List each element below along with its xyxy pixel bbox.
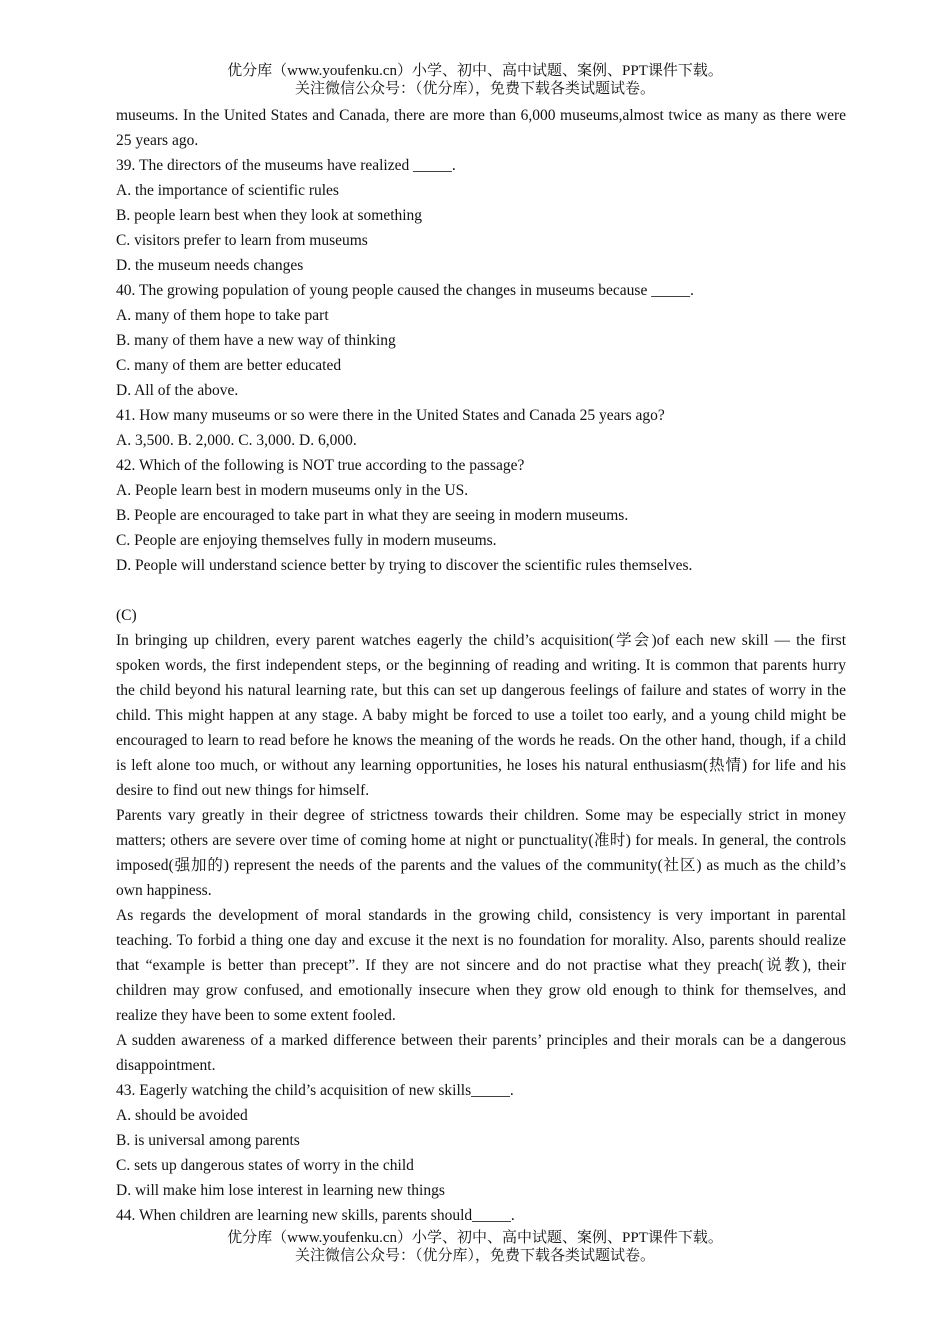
q43-option-c: C. sets up dangerous states of worry in the child: [116, 1157, 414, 1174]
q42-option-b: B. People are encouraged to take part in what they are seeing in modern museums.: [116, 507, 629, 524]
document-body: [116, 103, 846, 1228]
question-42-stem: 42. Which of the following is NOT true according to the passage?: [116, 457, 525, 474]
section-c-label: (C): [116, 607, 137, 624]
spacer: [116, 578, 846, 603]
header-line-1: 优分库（www.youfenku.cn）小学、初中、高中试题、案例、PPT课件下载。: [227, 63, 723, 79]
q42-option-c: C. People are enjoying themselves fully in modern museums.: [116, 532, 497, 549]
q40-option-a: A. many of them hope to take part: [116, 307, 329, 324]
q43-option-d: D. will make him lose interest in learning new things: [116, 1182, 445, 1199]
q43-option-b: B. is universal among parents: [116, 1132, 300, 1149]
question-39-stem: 39. The directors of the museums have realized _____.: [116, 157, 456, 174]
q43-option-a: A. should be avoided: [116, 1107, 248, 1124]
q42-option-d: D. People will understand science better by trying to discover the scientific rules themselves.: [116, 557, 693, 574]
question-40-stem: 40. The growing population of young people caused the changes in museums because _____.: [116, 282, 694, 299]
passage-c-paragraph-4: A sudden awareness of a marked difference between their parents’ principles and their morals can be a dangerous disappointment.: [116, 1032, 846, 1074]
passage-c-paragraph-2: Parents vary greatly in their degree of strictness towards their children. Some may be especially strict in money matters; others are severe over time of coming home at night or punctuality(准时) for meals. In general, the controls imposed(强加的) represent the needs of the parents and the values of the community(社区) as much as the child’s own happiness.: [116, 807, 846, 899]
q39-option-c: C. visitors prefer to learn from museums: [116, 232, 368, 249]
header-line-2: 关注微信公众号：（优分库），免费下载各类试题试卷。: [294, 81, 655, 97]
q40-option-b: B. many of them have a new way of thinking: [116, 332, 396, 349]
q41-options: A. 3,500. B. 2,000. C. 3,000. D. 6,000.: [116, 432, 357, 449]
q39-option-a: A. the importance of scientific rules: [116, 182, 339, 199]
page-footer: [0, 1229, 950, 1265]
q39-option-d: D. the museum needs changes: [116, 257, 304, 274]
passage-c-paragraph-3: As regards the development of moral standards in the growing child, consistency is very important in parental teaching. To forbid a thing one day and excuse it the next is no foundation for morality. Also, parents should realize that “example is better than precept”. If they are not sincere and do not practise what they preach(说教), their children may grow confused, and emotionally insecure when they grow old enough to think for themselves, and realize they have been to some extent fooled.: [116, 907, 846, 1024]
question-44-stem: 44. When children are learning new skills, parents should_____.: [116, 1207, 515, 1224]
q39-option-b: B. people learn best when they look at something: [116, 207, 423, 224]
q40-option-c: C. many of them are better educated: [116, 357, 342, 374]
footer-line-2: 关注微信公众号：（优分库），免费下载各类试题试卷。: [294, 1248, 655, 1264]
question-41-stem: 41. How many museums or so were there in the United States and Canada 25 years ago?: [116, 407, 665, 424]
intro-paragraph: museums. In the United States and Canada, there are more than 6,000 museums,almost twice as many as there were 25 years ago.: [116, 107, 846, 149]
question-43-stem: 43. Eagerly watching the child’s acquisition of new skills_____.: [116, 1082, 514, 1099]
q40-option-d: D. All of the above.: [116, 382, 239, 399]
passage-c-paragraph-1: In bringing up children, every parent watches eagerly the child’s acquisition(学会)of each new skill — the first spoken words, the first independent steps, or the beginning of reading and writing. It is common that parents hurry the child beyond his natural learning rate, but this can set up dangerous feelings of failure and states of worry in the child. This might happen at any stage. A baby might be forced to use a toilet too early, and a young child might be encouraged to learn to read before he knows the meaning of the words he reads. On the other hand, though, if a child is left alone too much, or without any learning opportunities, he loses his natural enthusiasm(热情) for life and his desire to find out new things for himself.: [116, 632, 846, 799]
footer-line-1: 优分库（www.youfenku.cn）小学、初中、高中试题、案例、PPT课件下载。: [227, 1230, 723, 1246]
page-header: [0, 62, 950, 98]
q42-option-a: A. People learn best in modern museums only in the US.: [116, 482, 469, 499]
